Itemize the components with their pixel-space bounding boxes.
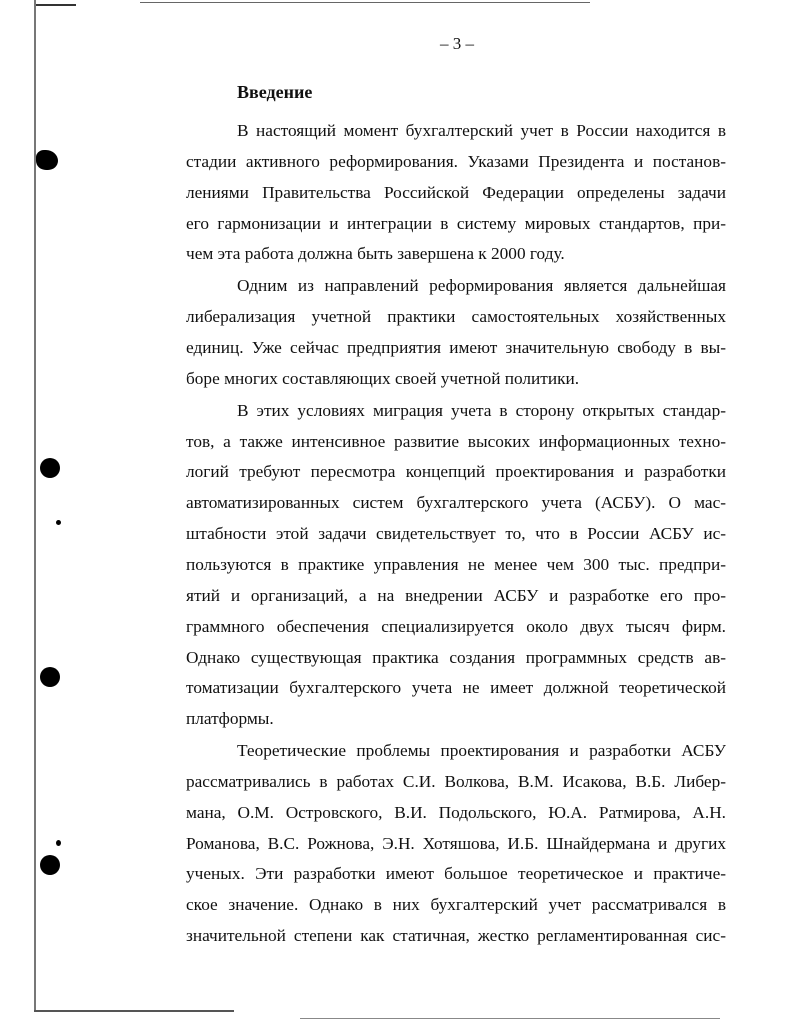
- text-line: стадии активного реформирования. Указами Президента и постанов-: [186, 151, 726, 171]
- punch-hole-mark: [40, 667, 60, 687]
- text-line: В настоящий момент бухгалтерский учет в России находится в: [237, 121, 726, 140]
- text-line: логий требуют пересмотра концепций проектирования и разработки: [186, 462, 726, 482]
- scan-bottom-border: [34, 1010, 234, 1012]
- text-line: В этих условиях миграция учета в сторону открытых стандар-: [237, 400, 726, 420]
- section-heading: Введение: [237, 82, 313, 102]
- text-line: значительной степени как статичная, жестко регламентированная сис-: [186, 926, 726, 946]
- text-line: ское значение. Однако в них бухгалтерский учет рассматривался в: [186, 895, 726, 915]
- page-number: – 3 –: [440, 34, 474, 53]
- text-line: рассматривались в работах С.И. Волкова, В.М. Исакова, В.Б. Либер-: [186, 771, 726, 791]
- text-line: томатизации бухгалтерского учета не имеет должной теоретической: [186, 678, 726, 698]
- text-line: ученых. Эти разработки имеют большое теоретическое и практиче-: [186, 864, 726, 884]
- text-line: штабности этой задачи свидетельствует то, что в России АСБУ ис-: [186, 524, 726, 544]
- text-line: Однако существующая практика создания программных средств ав-: [186, 647, 726, 667]
- text-line: Романова, В.С. Рожнова, Э.Н. Хотяшова, И.Б. Шнайдермана и других: [186, 833, 726, 853]
- text-line: автоматизированных систем бухгалтерского учета (АСБУ). О мас-: [186, 493, 726, 513]
- scan-top-border: [140, 2, 590, 3]
- text-line: граммного обеспечения специализируется около двух тысяч фирм.: [186, 616, 726, 636]
- text-line: платформы.: [186, 709, 274, 729]
- scan-left-border: [34, 0, 36, 1012]
- punch-hole-mark: [36, 150, 58, 170]
- text-line: боре многих составляющих своей учетной политики.: [186, 368, 580, 388]
- scan-speck: [56, 520, 61, 525]
- text-line: ятий и организаций, а на внедрении АСБУ и разработке его про-: [186, 585, 726, 605]
- text-line: тов, а также интенсивное развитие высоких информационных техно-: [186, 431, 726, 451]
- text-line: Теоретические проблемы проектирования и разработки АСБУ: [237, 741, 726, 760]
- text-line: лениями Правительства Российской Федерации определены задачи: [186, 182, 726, 202]
- text-line: его гармонизации и интеграции в систему мировых стандартов, при-: [186, 213, 726, 233]
- text-line: единиц. Уже сейчас предприятия имеют значительную свободу в вы-: [186, 338, 726, 357]
- text-line: чем эта работа должна быть завершена к 2000 году.: [186, 244, 565, 264]
- punch-hole-mark: [40, 458, 60, 478]
- text-line: Одним из направлений реформирования является дальнейшая: [237, 276, 726, 296]
- scan-speck: [56, 840, 61, 846]
- scan-top-border-left: [36, 4, 76, 6]
- text-line: либерализация учетной практики самостоятельных хозяйственных: [186, 307, 726, 327]
- text-line: мана, О.М. Островского, В.И. Подольского, Ю.А. Ратмирова, А.Н.: [186, 802, 726, 822]
- text-line: пользуются в практике управления не менее чем 300 тыс. предпри-: [186, 554, 726, 574]
- scan-bottom-border-right: [300, 1018, 720, 1019]
- punch-hole-mark: [40, 855, 60, 875]
